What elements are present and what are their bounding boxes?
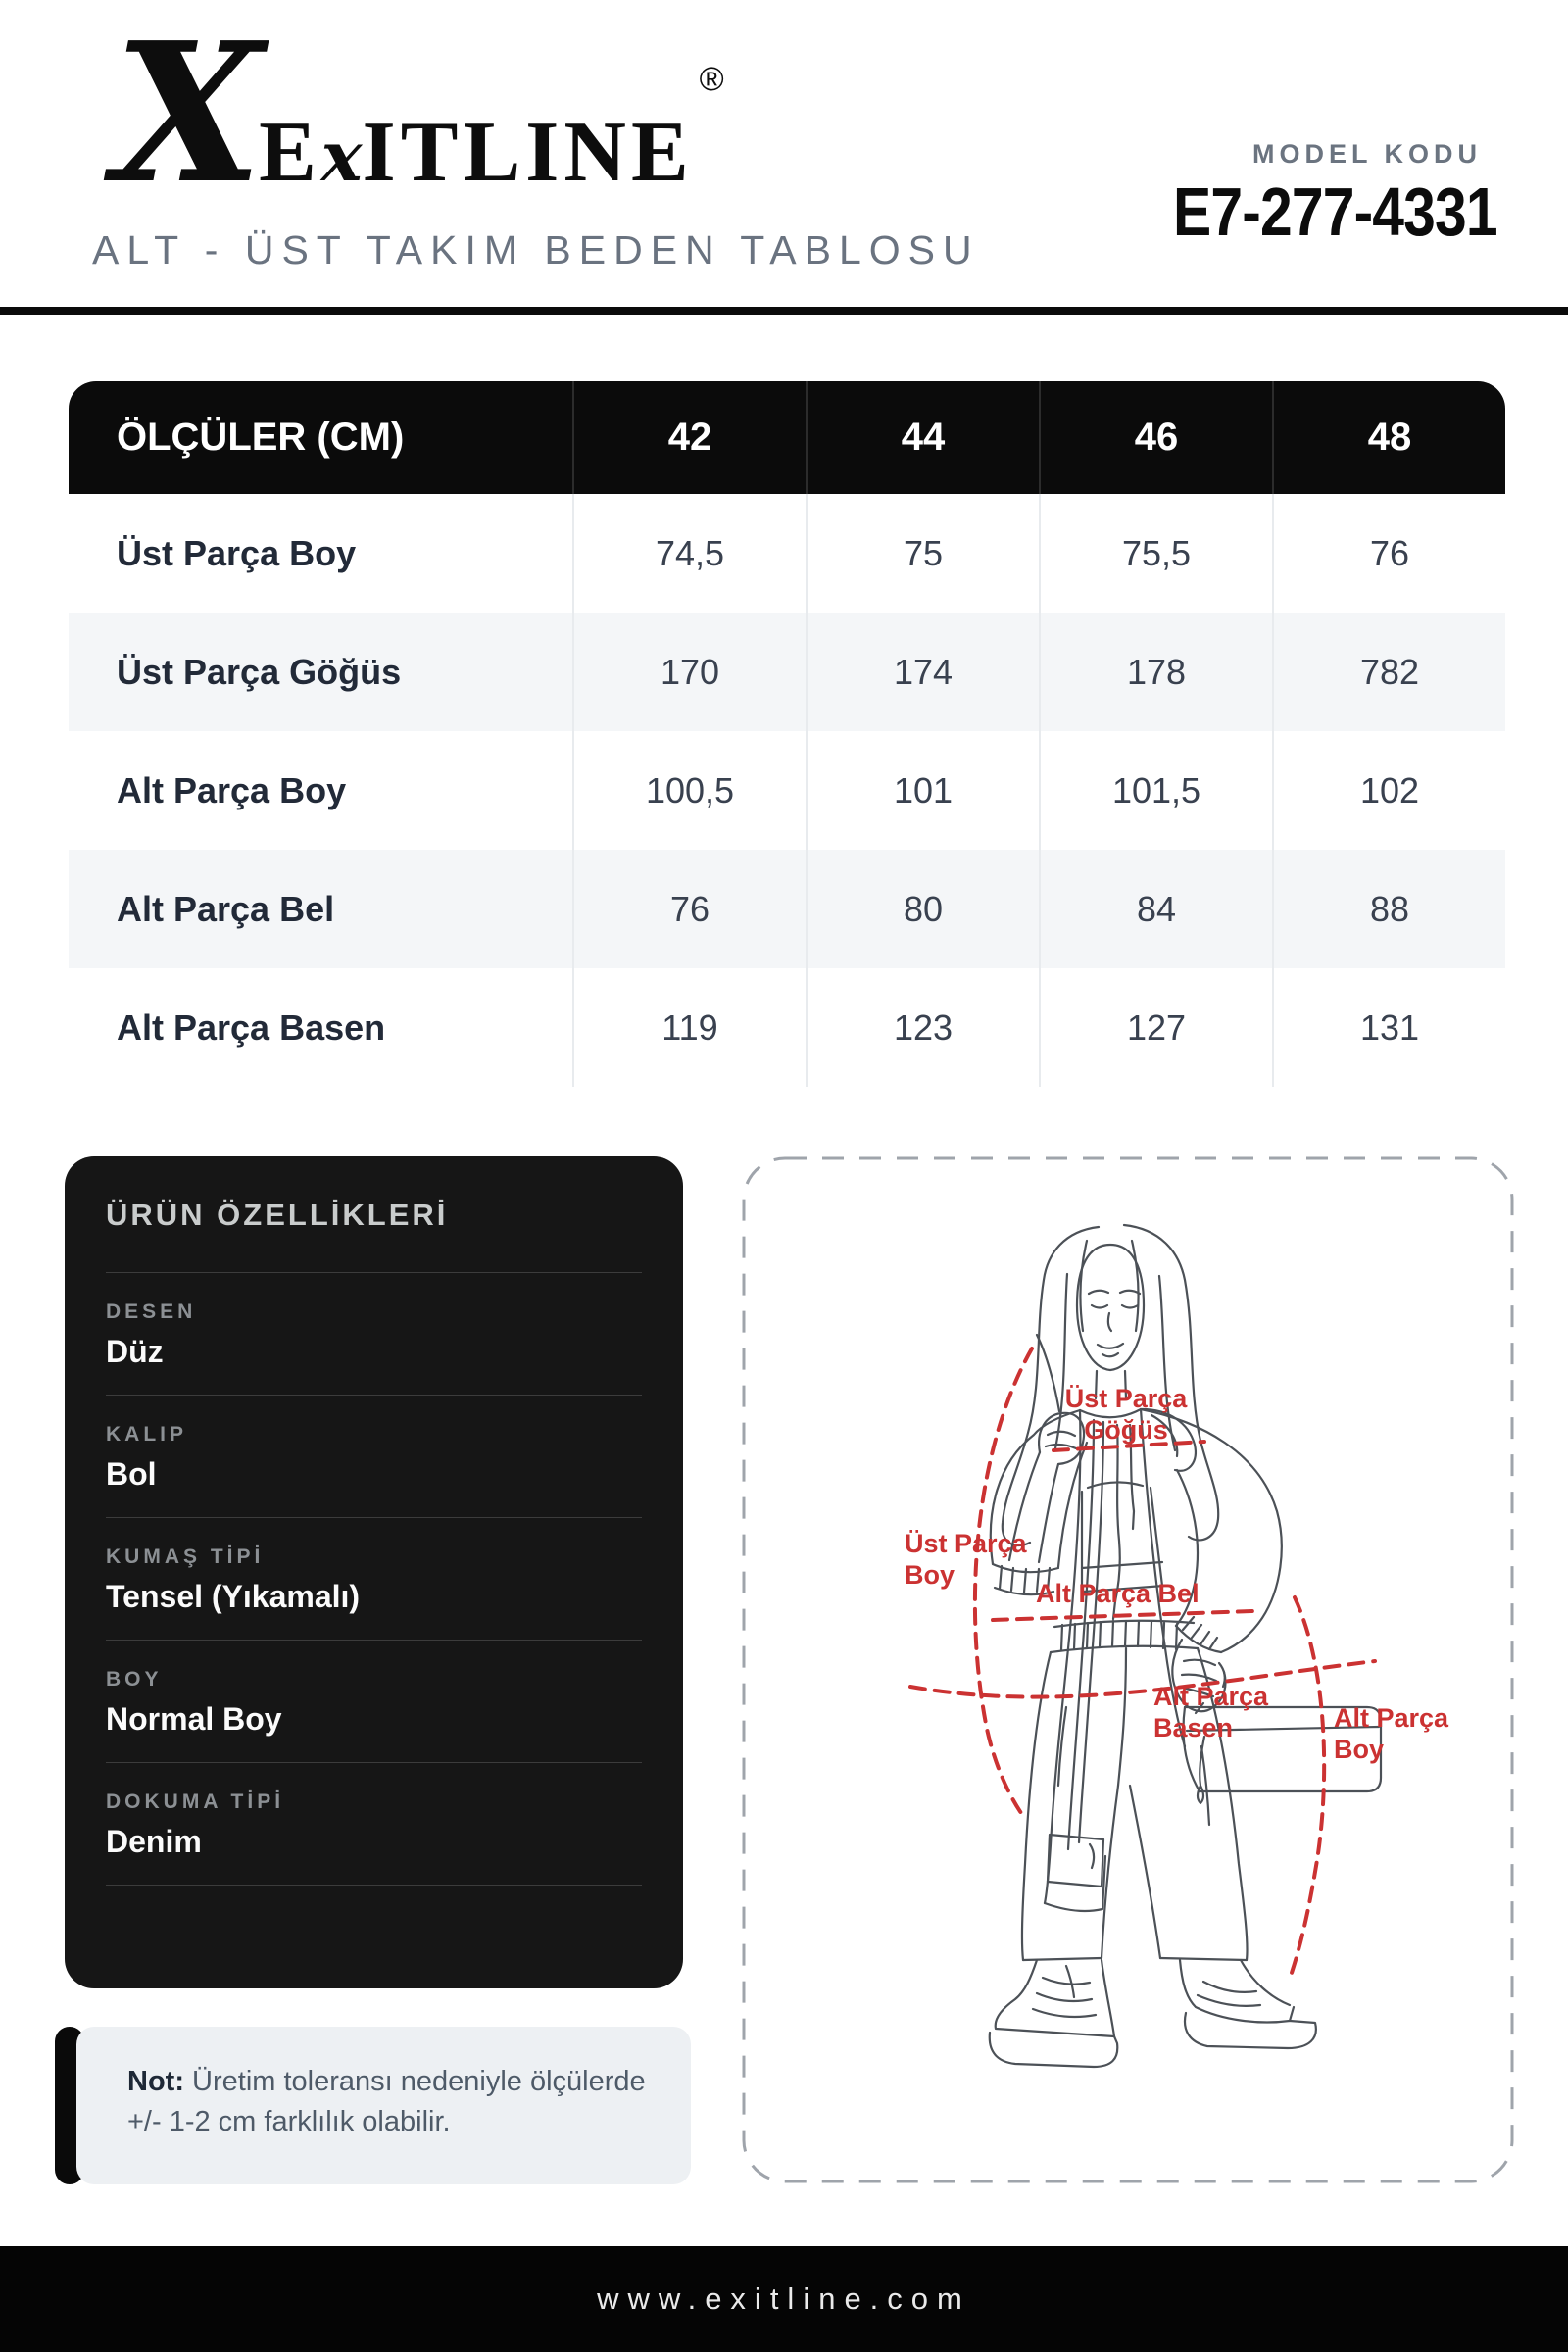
size-table-header-size-48: 48 [1272, 381, 1505, 494]
label-line: Göğüs [1084, 1415, 1168, 1445]
brand-logo-word-part1: E [259, 105, 321, 200]
row-label: Alt Parça Boy [117, 769, 347, 810]
row-label: Üst Parça Göğüs [117, 651, 402, 692]
measurement-diagram [742, 1156, 1514, 2183]
registered-trademark-icon: ® [699, 61, 724, 98]
feature-value: Tensel (Yıkamalı) [106, 1579, 361, 1614]
header-divider [0, 307, 1568, 315]
table-row [69, 612, 1505, 731]
size-table-header-size-44: 44 [806, 381, 1039, 494]
row-label: Alt Parça Basen [117, 1006, 386, 1048]
page-title: ALT - ÜST TAKIM BEDEN TABLOSU [92, 227, 980, 272]
note-body: Üretim toleransı nedeniyle ölçülerde +/- 1-2 cm farklılık olabilir. [127, 2066, 646, 2137]
cell-value: 100,5 [572, 731, 806, 850]
woman-figure-illustration [990, 1225, 1381, 2067]
brand-logo [114, 1, 724, 226]
cell-value: 119 [572, 968, 806, 1087]
brand-logo-script-x: x [320, 116, 363, 197]
label-alt-parca-basen [1153, 1682, 1269, 1742]
features-title: ÜRÜN ÖZELLİKLERİ [106, 1198, 449, 1232]
cell-value: 123 [806, 968, 1039, 1087]
feature-value: Normal Boy [106, 1701, 282, 1737]
label-line: Üst Parça [1064, 1384, 1188, 1413]
cell-value: 76 [572, 850, 806, 968]
divider [106, 1640, 642, 1641]
measurement-diagram-svg [742, 1156, 1514, 2183]
note-prefix: Not: [127, 2066, 184, 2097]
brand-logo-wordmark [259, 103, 694, 202]
top-length-measure-line [975, 1348, 1032, 1813]
divider [106, 1885, 642, 1886]
label-alt-parca-boy [1334, 1703, 1449, 1764]
divider [106, 1762, 642, 1763]
cell-value: 75 [806, 494, 1039, 612]
feature-value: Denim [106, 1824, 202, 1859]
label-line: Alt Parça [1334, 1703, 1449, 1733]
model-code-wrap [1111, 172, 1497, 251]
cell-value: 76 [1272, 494, 1505, 612]
model-code-label: MODEL KODU [1251, 139, 1482, 169]
size-table-header-row [69, 381, 1505, 494]
cell-value: 101,5 [1039, 731, 1272, 850]
feature-value: Bol [106, 1456, 157, 1492]
label-line: Alt Parça Bel [1036, 1579, 1200, 1608]
footer-bar [0, 2246, 1568, 2352]
cell-value: 131 [1272, 968, 1505, 1087]
waist-measure-line [993, 1611, 1253, 1620]
label-line: Alt Parça [1153, 1682, 1269, 1711]
size-table-header-size-42: 42 [572, 381, 806, 494]
product-features-panel [65, 1156, 683, 1988]
table-row [69, 494, 1505, 612]
table-row [69, 968, 1505, 1087]
label-line: Boy [1334, 1735, 1385, 1764]
label-line: Boy [905, 1560, 956, 1590]
divider [106, 1272, 642, 1273]
feature-value: Düz [106, 1334, 164, 1369]
size-table-header-measures: ÖLÇÜLER (CM) [117, 416, 405, 459]
size-table-header-size-46: 46 [1039, 381, 1272, 494]
model-code-value: E7-277-4331 [1173, 173, 1497, 250]
label-line: Basen [1153, 1713, 1234, 1742]
website-url: www.exitline.com [597, 2281, 971, 2316]
feature-label: DOKUMA TİPİ [106, 1790, 285, 1813]
divider [106, 1395, 642, 1396]
cell-value: 102 [1272, 731, 1505, 850]
feature-label: DESEN [106, 1300, 197, 1323]
brand-logo-x-glyph: X [114, 1, 258, 226]
cell-value: 174 [806, 612, 1039, 731]
tolerance-note [76, 2027, 691, 2184]
divider [106, 1517, 642, 1518]
feature-label: KUMAŞ TİPİ [106, 1545, 265, 1568]
cell-value: 88 [1272, 850, 1505, 968]
cell-value: 782 [1272, 612, 1505, 731]
label-line: Üst Parça [905, 1529, 1027, 1558]
brand-logo-word-part3: ITLINE [362, 105, 694, 200]
feature-label: BOY [106, 1668, 163, 1690]
cell-value: 101 [806, 731, 1039, 850]
row-label: Üst Parça Boy [117, 532, 357, 573]
bottom-length-measure-line [1291, 1597, 1324, 1976]
cell-value: 127 [1039, 968, 1272, 1087]
row-label: Alt Parça Bel [117, 888, 335, 929]
cell-value: 170 [572, 612, 806, 731]
label-alt-parca-bel [1036, 1579, 1200, 1608]
size-table [69, 381, 1505, 1087]
table-row [69, 731, 1505, 850]
cell-value: 178 [1039, 612, 1272, 731]
cell-value: 80 [806, 850, 1039, 968]
note-text [127, 2062, 671, 2142]
table-row [69, 850, 1505, 968]
cell-value: 84 [1039, 850, 1272, 968]
cell-value: 74,5 [572, 494, 806, 612]
cell-value: 75,5 [1039, 494, 1272, 612]
dashed-border [744, 1158, 1512, 2181]
feature-label: KALIP [106, 1423, 187, 1446]
